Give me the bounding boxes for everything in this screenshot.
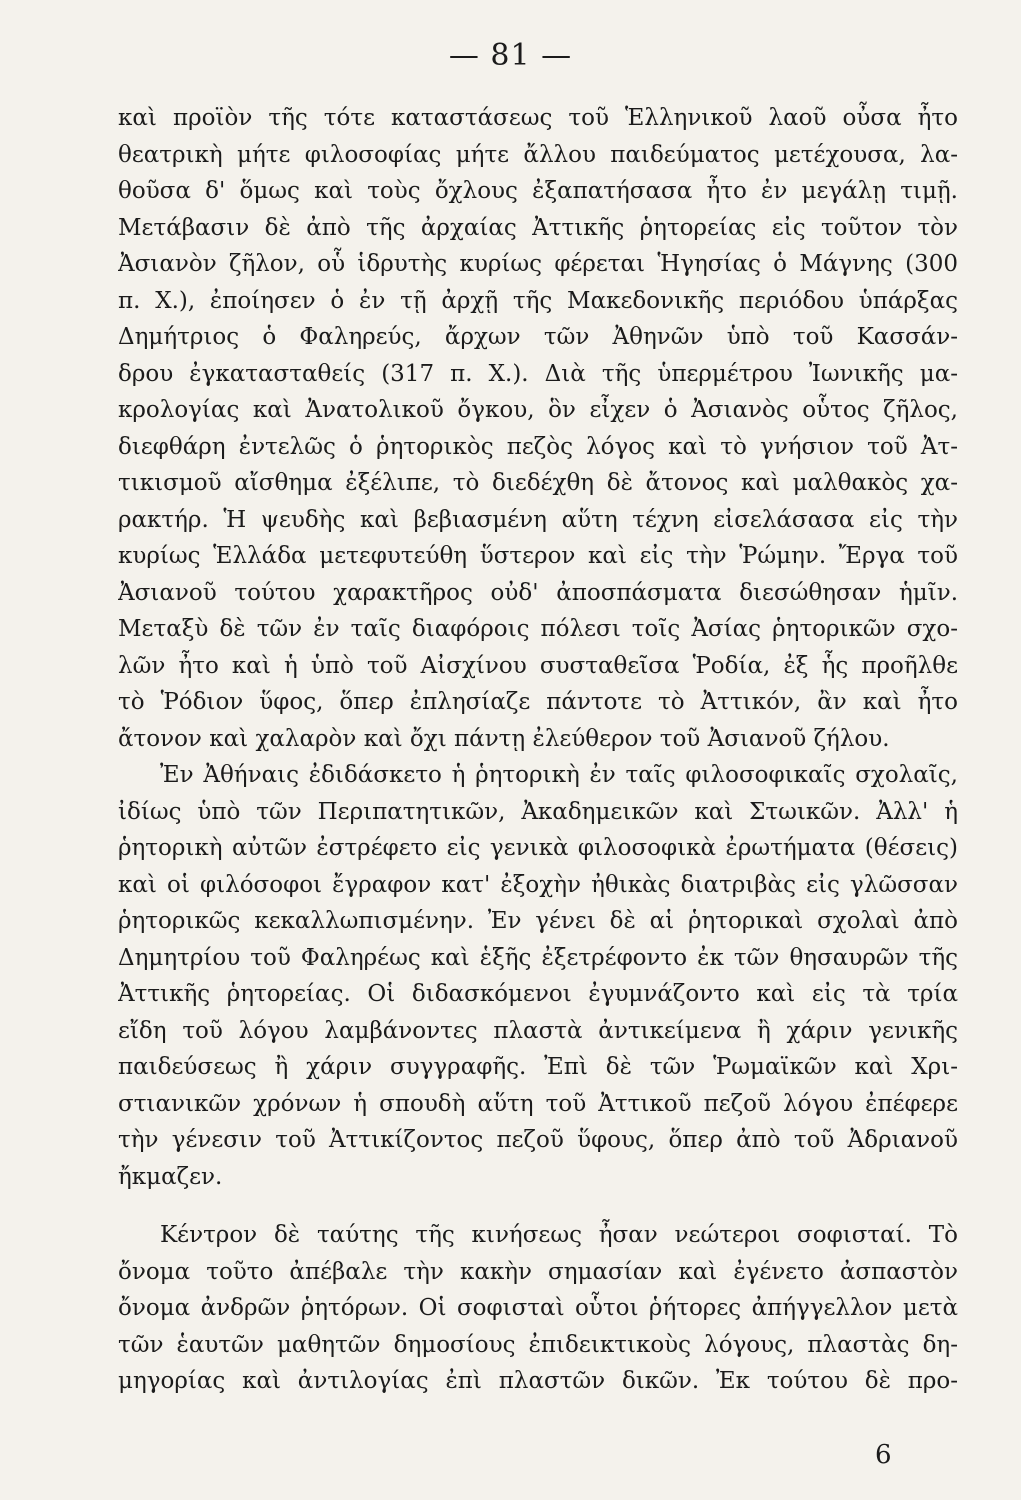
text-line: λῶν ἦτο καὶ ἡ ὑπὸ τοῦ Αἰσχίνου συσταθεῖσα Ῥοδία, ἐξ ἧς προῆλθε (118, 652, 958, 679)
text-line: Ἀττικῆς ῥητορείας. Οἱ διδασκόμενοι ἐγυμνάζοντο καὶ εἰς τὰ τρία (118, 981, 958, 1007)
text-line: ἄτονον καὶ χαλαρὸν καὶ ὄχι πάντῃ ἐλεύθερον τοῦ Ἀσιανοῦ ζήλου. (118, 725, 890, 752)
text-line: Ἐν Ἀθήναις ἐδιδάσκετο ἡ ῥητορικὴ ἐν ταῖς φιλοσοφικαῖς σχολαῖς, (160, 762, 958, 788)
text-line: ρακτήρ. Ἡ ψευδὴς καὶ βεβιασμένη αὕτη τέχνη εἰσελάσασα εἰς τὴν (118, 506, 958, 533)
text-line: Μετάβασιν δὲ ἀπὸ τῆς ἀρχαίας Ἀττικῆς ῥητορείας εἰς τοῦτον τὸν (118, 214, 958, 241)
text-line: κυρίως Ἑλλάδα μετεφυτεύθη ὕστερον καὶ εἰς τὴν Ῥώμην. Ἔργα τοῦ (118, 543, 958, 569)
text-line: καὶ προϊὸν τῆς τότε καταστάσεως τοῦ Ἑλληνικοῦ λαοῦ οὖσα ἦτο (118, 105, 958, 131)
text-line: Ἀσιανοῦ τούτου χαρακτῆρος οὐδ' ἀποσπάσματα διεσώθησαν ἡμῖν. (118, 579, 958, 606)
text-line: ὄνομα τοῦτο ἀπέβαλε τὴν κακὴν σημασίαν καὶ ἐγένετο ἀσπαστὸν (118, 1258, 958, 1285)
text-line: δρου ἐγκατασταθείς (317 π. Χ.). Διὰ τῆς ὑπερμέτρου Ἰωνικῆς μα- (118, 360, 958, 387)
text-line: ῥητορικῶς κεκαλλωπισμένην. Ἐν γένει δὲ αἱ ῥητορικαὶ σχολαὶ ἀπὸ (118, 908, 958, 934)
text-line: ὄνομα ἀνδρῶν ῥητόρων. Οἱ σοφισταὶ οὗτοι ῥήτορες ἀπήγγελλον μετὰ (118, 1295, 958, 1321)
text-line: εἴδη τοῦ λόγου λαμβάνοντες πλαστὰ ἀντικείμενα ἢ χάριν γενικῆς (118, 1017, 958, 1044)
page-number: — 81 — (448, 38, 573, 73)
text-line: ἰδίως ὑπὸ τῶν Περιπατητικῶν, Ἀκαδημεικῶν καὶ Στωικῶν. Ἀλλ' ἡ (118, 798, 958, 825)
text-line: π. Χ.), ἐποίησεν ὁ ἐν τῇ ἀρχῇ τῆς Μακεδονικῆς περιόδου ὑπάρξας (118, 287, 958, 314)
text-line: θεατρικὴ μήτε φιλοσοφίας μήτε ἄλλου παιδεύματος μετέχουσα, λα- (118, 141, 958, 168)
text-line: ῥητορικὴ αὐτῶν ἐστρέφετο εἰς γενικὰ φιλοσοφικὰ ἐρωτήματα (θέσεις) (118, 835, 958, 861)
paragraph-gap (118, 1195, 958, 1217)
paragraph-3 (118, 1217, 958, 1400)
text-line: ἤκμαζεν. (118, 1163, 223, 1190)
paragraph-1 (118, 100, 958, 757)
text-line: τὸ Ῥόδιον ὕφος, ὅπερ ἐπλησίαζε πάντοτε τὸ Ἀττικόν, ἂν καὶ ἦτο (118, 689, 958, 715)
text-line: Κέντρον δὲ ταύτης τῆς κινήσεως ἦσαν νεώτεροι σοφισταί. Τὸ (160, 1222, 958, 1248)
text-line: παιδεύσεως ἢ χάριν συγγραφῆς. Ἐπὶ δὲ τῶν Ῥωμαϊκῶν καὶ Χρι- (118, 1054, 958, 1080)
text-line: Ἀσιανὸν ζῆλον, οὗ ἱδρυτὴς κυρίως φέρεται Ἡγησίας ὁ Μάγνης (300 (118, 251, 958, 277)
text-line: Δημητρίου τοῦ Φαληρέως καὶ ἑξῆς ἐξετρέφοντο ἐκ τῶν θησαυρῶν τῆς (118, 944, 958, 971)
text-line: τὴν γένεσιν τοῦ Ἀττικίζοντος πεζοῦ ὕφους, ὅπερ ἀπὸ τοῦ Ἀδριανοῦ (118, 1127, 958, 1153)
text-line: μηγορίας καὶ ἀντιλογίας ἐπὶ πλαστῶν δικῶν. Ἐκ τούτου δὲ προ- (118, 1368, 958, 1394)
text-line: θοῦσα δ' ὅμως καὶ τοὺς ὄχλους ἐξαπατήσασα ἦτο ἐν μεγάλῃ τιμῇ. (118, 178, 958, 204)
text-line: κρολογίας καὶ Ἀνατολικοῦ ὄγκου, ὃν εἶχεν ὁ Ἀσιανὸς οὗτος ζῆλος, (118, 397, 958, 423)
text-line: στιανικῶν χρόνων ἡ σπουδὴ αὕτη τοῦ Ἀττικοῦ πεζοῦ λόγου ἐπέφερε (118, 1090, 958, 1117)
signature-mark: 6 (875, 1440, 892, 1470)
text-line: καὶ οἱ φιλόσοφοι ἔγραφον κατ' ἐξοχὴν ἠθικὰς διατριβὰς εἰς γλῶσσαν (118, 871, 958, 898)
body-text (118, 100, 958, 1400)
text-line: διεφθάρη ἐντελῶς ὁ ῥητορικὸς πεζὸς λόγος καὶ τὸ γνήσιον τοῦ Ἀτ- (118, 433, 958, 460)
text-line: τικισμοῦ αἴσθημα ἐξέλιπε, τὸ διεδέχθη δὲ ἄτονος καὶ μαλθακὸς χα- (118, 470, 958, 496)
text-line: Δημήτριος ὁ Φαληρεύς, ἄρχων τῶν Ἀθηνῶν ὑπὸ τοῦ Κασσάν- (118, 324, 958, 350)
paragraph-2 (118, 757, 958, 1195)
text-line: τῶν ἑαυτῶν μαθητῶν δημοσίους ἐπιδεικτικοὺς λόγους, πλαστὰς δη- (118, 1331, 958, 1358)
text-line: Μεταξὺ δὲ τῶν ἐν ταῖς διαφόροις πόλεσι τοῖς Ἀσίας ῥητορικῶν σχο- (118, 616, 958, 642)
